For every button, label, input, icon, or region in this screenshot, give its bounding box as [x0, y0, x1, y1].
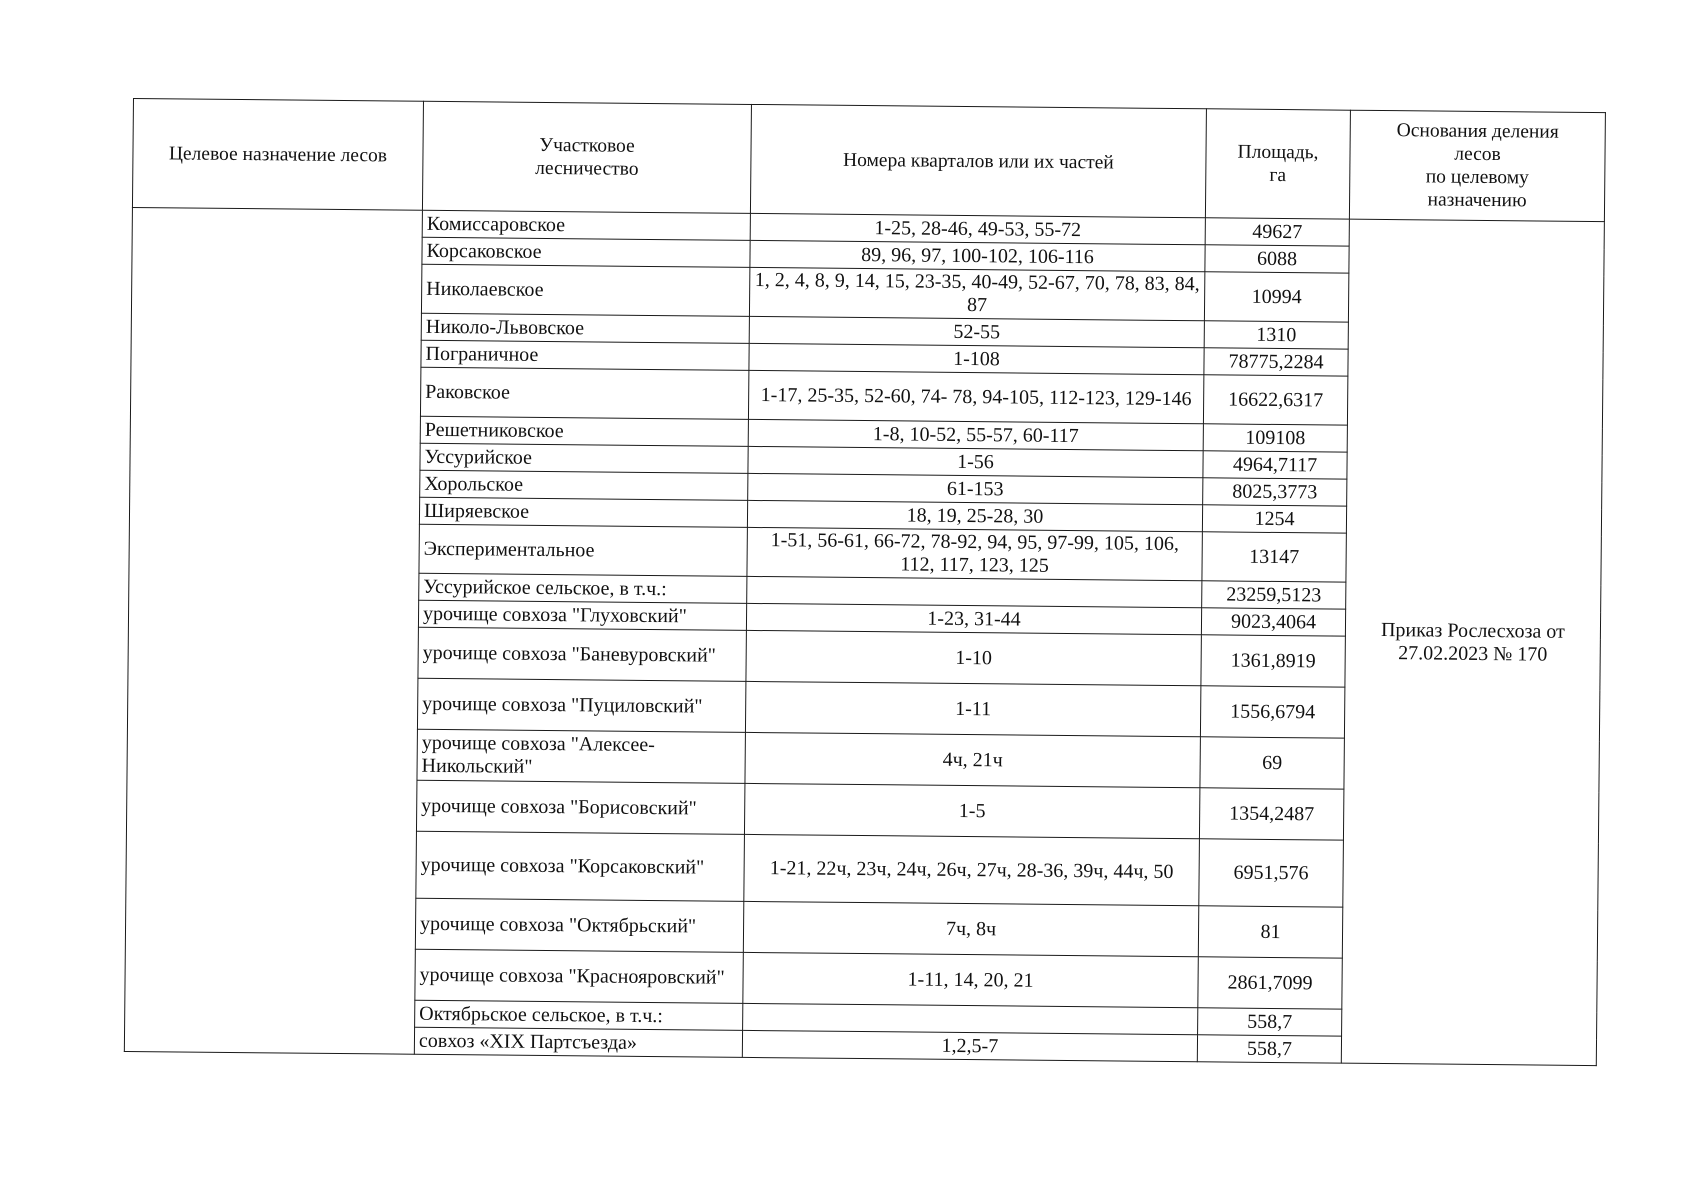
- quarters-cell: 89, 96, 97, 100-102, 106-116: [750, 240, 1205, 271]
- district-cell: Октябрьское сельское, в т.ч.:: [415, 1000, 743, 1030]
- area-cell: 10994: [1204, 272, 1348, 322]
- district-cell: Николо-Львовское: [421, 313, 749, 343]
- quarters-cell: 1,2,5-7: [742, 1030, 1197, 1061]
- area-cell: 49627: [1205, 218, 1349, 246]
- header-purpose-label: Целевое назначение лесов: [168, 142, 388, 166]
- header-basis-line2: лесов: [1454, 143, 1501, 166]
- district-cell: урочище совхоза "Алексее-Никольский": [417, 729, 745, 783]
- area-cell: 9023,4064: [1201, 608, 1345, 636]
- quarters-cell: 1-108: [749, 343, 1204, 374]
- district-cell: Пограничное: [421, 340, 749, 370]
- district-cell: урочище совхоза "Баневуровский": [418, 627, 746, 681]
- header-basis: [1349, 110, 1605, 221]
- header-basis-line3: по целевому: [1425, 166, 1529, 189]
- district-cell: Уссурийское: [420, 443, 748, 473]
- quarters-cell: [743, 1003, 1198, 1034]
- table-header-row: [132, 99, 1605, 222]
- quarters-cell: 1-10: [746, 630, 1201, 685]
- district-cell: урочище совхоза "Краснояровский": [415, 949, 743, 1003]
- area-cell: 558,7: [1198, 1008, 1342, 1036]
- area-cell: 6088: [1205, 245, 1349, 273]
- district-cell: Комиссаровское: [422, 210, 750, 240]
- header-district-line2: лесничество: [535, 157, 639, 180]
- area-cell: 8025,3773: [1203, 478, 1347, 506]
- header-area-line1: Площадь,: [1237, 141, 1319, 164]
- quarters-cell: 4ч, 21ч: [745, 732, 1200, 787]
- basis-line2: 27.02.2023 № 170: [1398, 641, 1548, 666]
- quarters-cell: 52-55: [749, 316, 1204, 347]
- header-district: [422, 101, 751, 213]
- area-cell: 16622,6317: [1203, 375, 1347, 425]
- header-district-line1: Участковое: [539, 134, 635, 157]
- quarters-cell: 1-51, 56-61, 66-72, 78-92, 94, 95, 97-99, 105, 106, 112, 117, 123, 125: [747, 527, 1202, 580]
- district-cell: Николаевское: [421, 264, 749, 316]
- header-quarters-label: Номера кварталов или их частей: [842, 149, 1114, 173]
- district-cell: урочище совхоза "Глуховский": [418, 600, 746, 630]
- district-cell: Хорольское: [420, 470, 748, 500]
- area-cell: 4964,7117: [1203, 451, 1347, 479]
- area-cell: 1556,6794: [1200, 686, 1344, 738]
- quarters-cell: 61-153: [748, 473, 1203, 504]
- quarters-cell: 1-56: [748, 446, 1203, 477]
- area-cell: 1254: [1202, 505, 1346, 533]
- quarters-cell: 1-8, 10-52, 55-57, 60-117: [748, 419, 1203, 450]
- quarters-cell: 1-5: [744, 783, 1199, 838]
- area-cell: 81: [1198, 906, 1342, 958]
- header-purpose: [132, 99, 423, 211]
- area-cell: 1361,8919: [1201, 635, 1345, 687]
- basis-cell: [1341, 219, 1604, 1065]
- quarters-cell: 1-23, 31-44: [746, 603, 1201, 634]
- area-cell: 1310: [1204, 321, 1348, 349]
- area-cell: 2861,7099: [1198, 957, 1342, 1009]
- district-cell: Ширяевское: [419, 497, 747, 527]
- area-cell: 23259,5123: [1202, 581, 1346, 609]
- district-cell: урочище совхоза "Корсаковский": [416, 831, 745, 901]
- area-cell: 69: [1200, 737, 1344, 789]
- quarters-cell: 1-17, 25-35, 52-60, 74- 78, 94-105, 112-123, 129-146: [748, 370, 1203, 423]
- district-cell: Раковское: [420, 367, 748, 419]
- quarters-cell: 1-21, 22ч, 23ч, 24ч, 26ч, 27ч, 28-36, 39ч, 44ч, 50: [744, 834, 1200, 905]
- quarters-cell: 7ч, 8ч: [743, 901, 1198, 956]
- basis-line1: Приказ Рослесхоза от: [1380, 618, 1565, 643]
- quarters-cell: 18, 19, 25-28, 30: [747, 500, 1202, 531]
- header-area-line2: га: [1269, 164, 1287, 187]
- district-cell: совхоз «XIX Партсъезда»: [414, 1027, 742, 1057]
- quarters-cell: [747, 576, 1202, 607]
- area-cell: 109108: [1203, 424, 1347, 452]
- header-quarters: [750, 104, 1206, 217]
- quarters-cell: 1-25, 28-46, 49-53, 55-72: [750, 213, 1205, 244]
- area-cell: 1354,2487: [1199, 788, 1343, 840]
- area-cell: 78775,2284: [1204, 348, 1348, 376]
- quarters-cell: 1-11: [745, 681, 1200, 736]
- area-cell: 13147: [1202, 532, 1346, 582]
- district-cell: Уссурийское сельское, в т.ч.:: [419, 573, 747, 603]
- district-cell: Решетниковское: [420, 416, 748, 446]
- district-cell: Корсаковское: [422, 237, 750, 267]
- purpose-cell: [124, 207, 422, 1054]
- district-cell: Экспериментальное: [419, 524, 747, 576]
- header-basis-line4: назначению: [1427, 189, 1527, 212]
- area-cell: 558,7: [1197, 1035, 1341, 1063]
- district-cell: урочище совхоза "Октябрьский": [415, 898, 743, 952]
- header-area: [1205, 109, 1350, 219]
- forest-purpose-table: [124, 98, 1606, 1066]
- table-body: [124, 207, 1604, 1065]
- area-cell: 6951,576: [1199, 839, 1344, 907]
- header-basis-line1: Основания деления: [1396, 120, 1559, 143]
- quarters-cell: 1-11, 14, 20, 21: [743, 952, 1198, 1007]
- quarters-cell: 1, 2, 4, 8, 9, 14, 15, 23-35, 40-49, 52-67, 70, 78, 83, 84, 87: [749, 267, 1204, 320]
- district-cell: урочище совхоза "Борисовский": [416, 780, 744, 834]
- district-cell: урочище совхоза "Пуциловский": [417, 678, 745, 732]
